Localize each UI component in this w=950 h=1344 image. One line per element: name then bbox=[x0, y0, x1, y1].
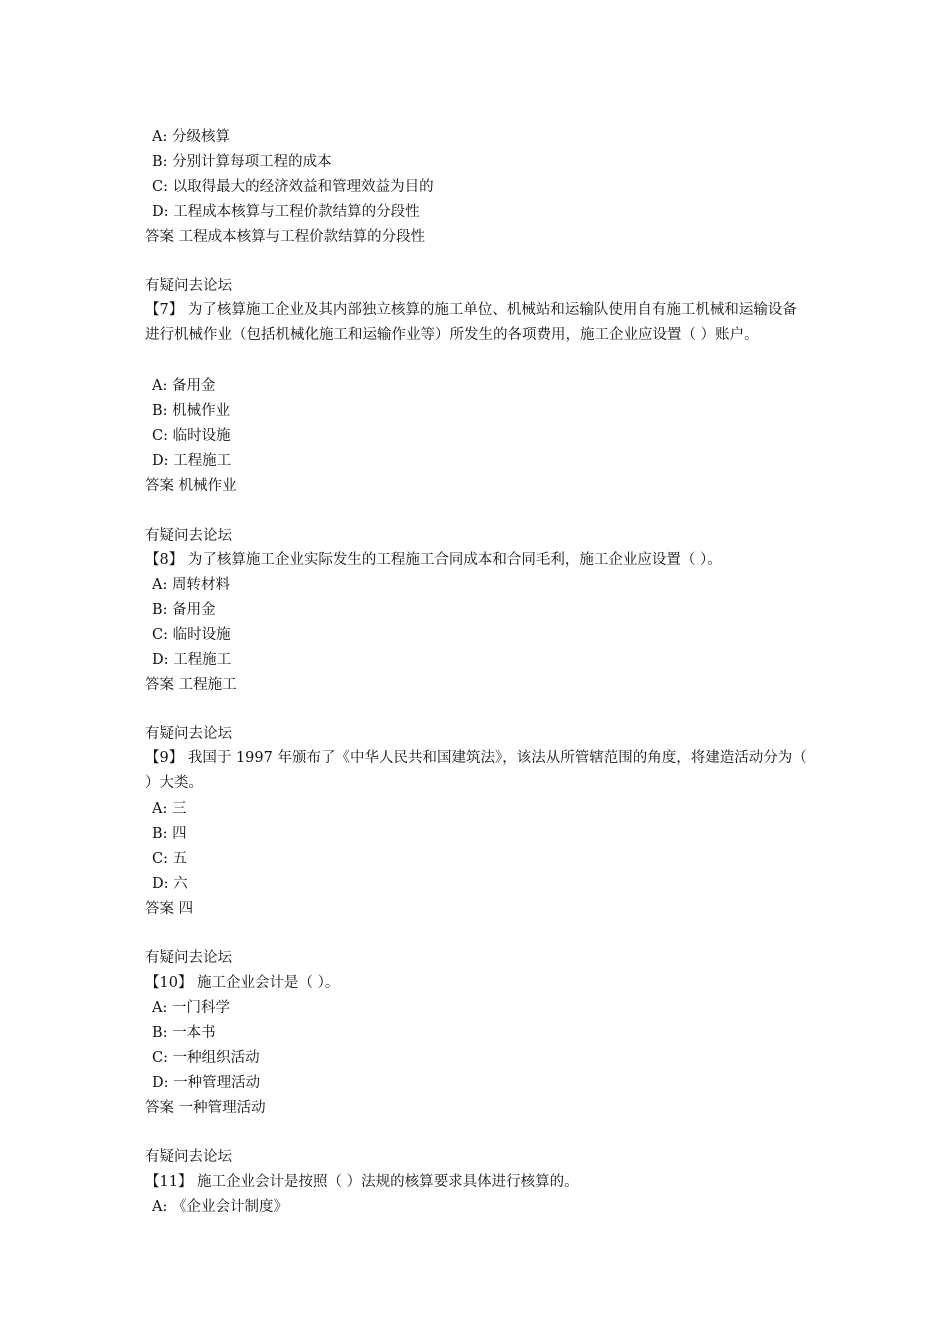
option-b: B: 一本书 bbox=[152, 1025, 216, 1041]
option-d: D: 一种管理活动 bbox=[152, 1075, 261, 1091]
forum-link[interactable]: 有疑问去论坛 bbox=[145, 528, 232, 544]
option-a: A: 一门科学 bbox=[152, 1000, 230, 1016]
option-d: D: 工程施工 bbox=[152, 652, 232, 668]
forum-link[interactable]: 有疑问去论坛 bbox=[145, 1149, 232, 1165]
answer-line: 答案 四 bbox=[145, 901, 194, 917]
forum-link[interactable]: 有疑问去论坛 bbox=[145, 950, 232, 966]
answer-line: 答案 机械作业 bbox=[145, 478, 237, 494]
option-a: A: 周转材料 bbox=[152, 577, 230, 593]
option-b: B: 机械作业 bbox=[152, 403, 231, 419]
option-d: D: 工程成本核算与工程价款结算的分段性 bbox=[152, 204, 420, 220]
option-c: C: 以取得最大的经济效益和管理效益为目的 bbox=[152, 179, 434, 195]
option-a: A: 分级核算 bbox=[152, 129, 230, 145]
option-d: D: 工程施工 bbox=[152, 453, 232, 469]
question-text: 【10】 施工企业会计是（ ）。 bbox=[145, 975, 340, 991]
option-c: C: 临时设施 bbox=[152, 428, 231, 444]
option-c: C: 临时设施 bbox=[152, 627, 231, 643]
question-text: 【7】 为了核算施工企业及其内部独立核算的施工单位、机械站和运输队使用自有施工机械和运输设备进行机械作业（包括机械化施工和运输作业等）所发生的各项费用，施工企业应设置（ ）账户。 bbox=[145, 302, 797, 343]
option-b: B: 分别计算每项工程的成本 bbox=[152, 154, 332, 170]
option-c: C: 一种组织活动 bbox=[152, 1050, 260, 1066]
option-b: B: 四 bbox=[152, 826, 187, 842]
option-a: A: 备用金 bbox=[152, 378, 216, 394]
option-a: A: 三 bbox=[152, 801, 187, 817]
answer-line: 答案 工程施工 bbox=[145, 677, 237, 693]
forum-link[interactable]: 有疑问去论坛 bbox=[145, 726, 232, 742]
option-d: D: 六 bbox=[152, 876, 188, 892]
question-text: 【8】 为了核算施工企业实际发生的工程施工合同成本和合同毛利，施工企业应设置（ ）。 bbox=[145, 552, 722, 568]
question-text: 【9】 我国于 1997 年颁布了《中华人民共和国建筑法》，该法从所管辖范围的角度，将建造活动分为（ ）大类。 bbox=[145, 750, 807, 791]
question-text: 【11】 施工企业会计是按照（ ）法规的核算要求具体进行核算的。 bbox=[145, 1174, 579, 1190]
answer-line: 答案 工程成本核算与工程价款结算的分段性 bbox=[145, 229, 426, 245]
answer-line: 答案 一种管理活动 bbox=[145, 1100, 266, 1116]
option-b: B: 备用金 bbox=[152, 602, 216, 618]
option-a: A: 《企业会计制度》 bbox=[152, 1199, 288, 1215]
forum-link[interactable]: 有疑问去论坛 bbox=[145, 278, 232, 294]
option-c: C: 五 bbox=[152, 851, 188, 867]
